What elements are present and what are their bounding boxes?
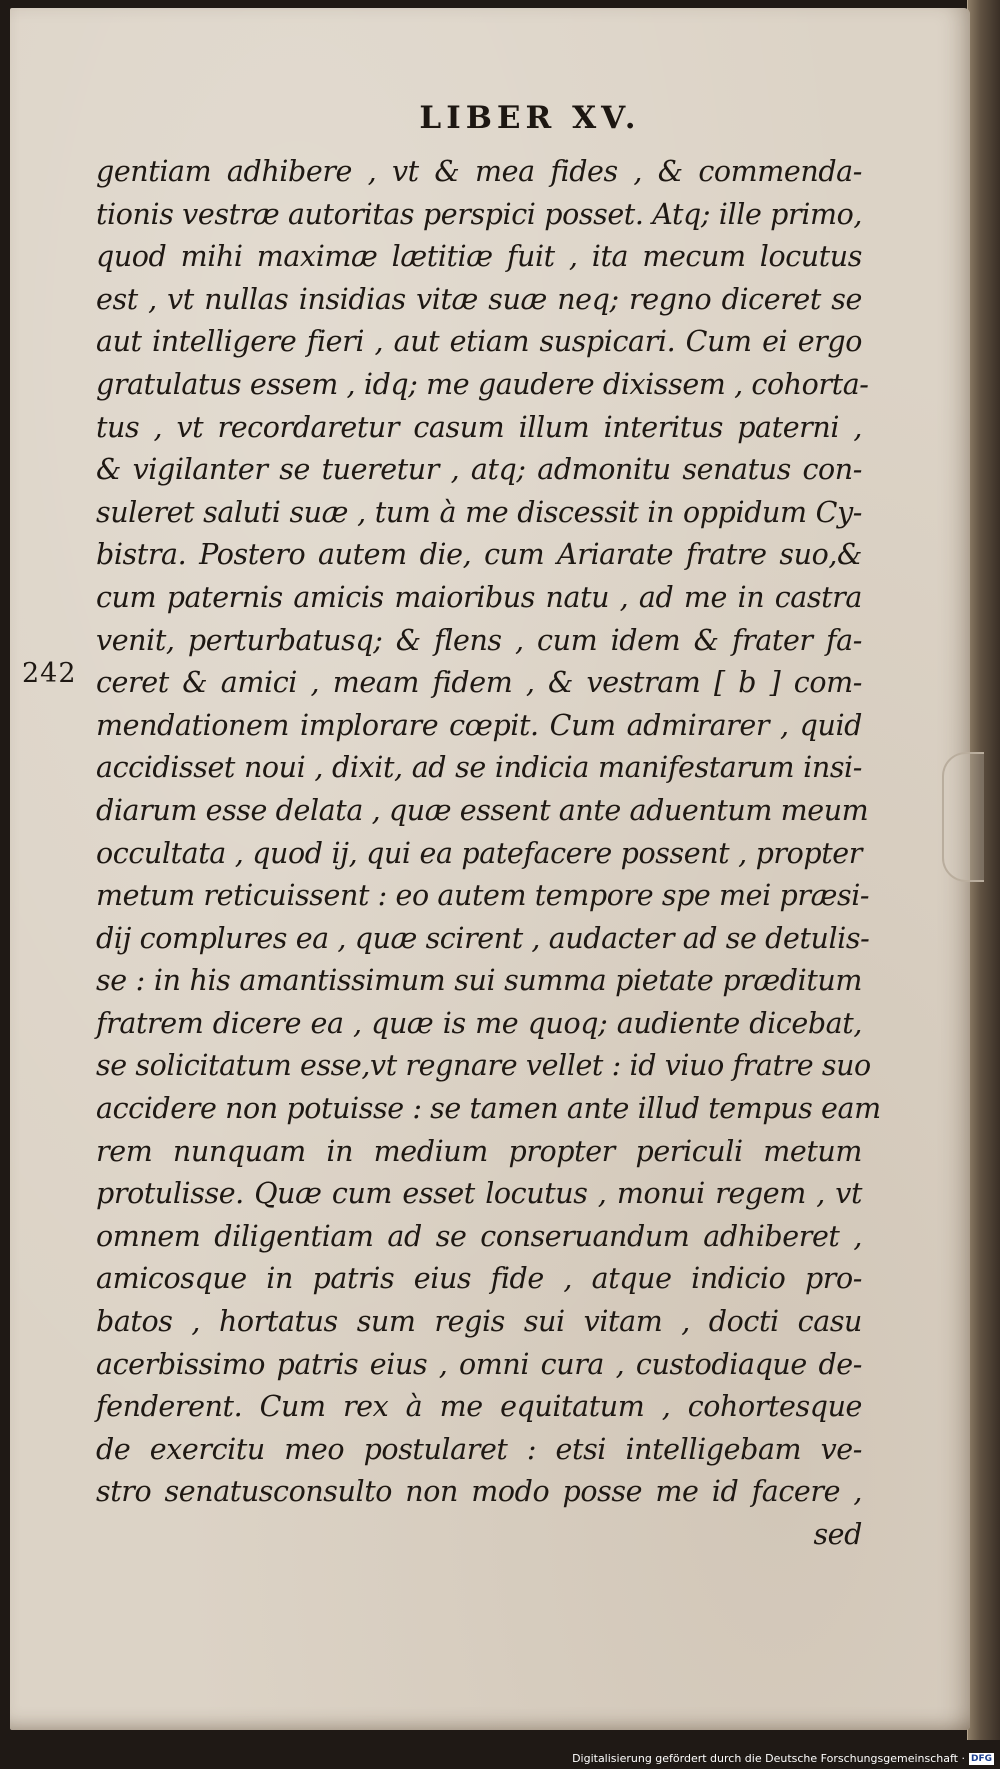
page-clip-tab bbox=[942, 752, 984, 882]
text-line: rem nunquam in medium propter periculi metum bbox=[96, 1134, 862, 1168]
text-line: batos , hortatus sum regis sui vitam , docti casu bbox=[96, 1305, 862, 1339]
text-line: ceret & amici , meam fidem , & vestram [ b ] com- bbox=[96, 666, 862, 700]
text-line: accidere non potuisse : se tamen ante illud tempus eam bbox=[96, 1092, 881, 1126]
text-line: venit, perturbatusq; & flens , cum idem & frater fa- bbox=[96, 623, 862, 657]
text-line: de exercitu meo postularet : etsi intelligebam ve- bbox=[96, 1432, 862, 1466]
running-title: LIBER XV. bbox=[419, 100, 641, 136]
text-line: est , vt nullas insidias vitæ suæ neq; regno diceret se bbox=[96, 282, 862, 316]
text-line: dij complures ea , quæ scirent , audacter ad se detulis- bbox=[96, 921, 870, 955]
text-line: suleret saluti suæ , tum à me discessit in oppidum Cy- bbox=[96, 495, 862, 529]
text-line: fenderent. Cum rex à me equitatum , cohortesque bbox=[96, 1390, 862, 1424]
text-line: acerbissimo patris eius , omni cura , custodiaque de- bbox=[96, 1347, 862, 1381]
text-line: occultata , quod ij, qui ea patefacere possent , propter bbox=[96, 836, 862, 870]
text-line: quod mihi maximæ lætitiæ fuit , ita mecum locutus bbox=[96, 240, 862, 274]
text-line: metum reticuissent : eo autem tempore spe mei præsi- bbox=[96, 879, 870, 913]
text-line: fratrem dicere ea , quæ is me quoq; audiente dicebat, bbox=[96, 1006, 862, 1040]
margin-page-number: 242 bbox=[22, 658, 77, 689]
text-line: tionis vestræ autoritas perspici posset. Atq; ille primo, bbox=[96, 197, 862, 231]
text-line: omnem diligentiam ad se conseruandum adhiberet , bbox=[96, 1219, 862, 1253]
funding-note: Digitalisierung gefördert durch die Deutsche Forschungsgemeinschaft · bbox=[572, 1752, 965, 1765]
text-line: stro senatusconsulto non modo posse me id facere , bbox=[96, 1475, 862, 1509]
book-page bbox=[10, 8, 970, 1730]
text-line: cum paternis amicis maioribus natu , ad me in castra bbox=[96, 580, 862, 614]
text-line: tus , vt recordaretur casum illum interitus paterni , bbox=[96, 410, 862, 444]
text-line: accidisset noui , dixit, ad se indicia manifestarum insi- bbox=[96, 751, 862, 785]
footer-credit bbox=[572, 1752, 994, 1765]
text-line: diarum esse delata , quæ essent ante aduentum meum bbox=[96, 793, 869, 827]
body-text bbox=[96, 151, 881, 1557]
text-line: se solicitatum esse,vt regnare vellet : id viuo fratre suo bbox=[96, 1049, 871, 1083]
text-line: mendationem implorare cœpit. Cum admirarer , quid bbox=[96, 708, 862, 742]
text-line: gratulatus essem , idq; me gaudere dixissem , cohorta- bbox=[96, 367, 869, 401]
text-line: gentiam adhibere , vt & mea fides , & commenda- bbox=[96, 155, 862, 188]
text-line: protulisse. Quæ cum esset locutus , monui regem , vt bbox=[96, 1177, 862, 1211]
text-line: se : in his amantissimum sui summa pietate præditum bbox=[96, 964, 862, 998]
text-line: & vigilanter se tueretur , atq; admonitu senatus con- bbox=[96, 453, 862, 487]
text-line: amicosque in patris eius fide , atque indicio pro- bbox=[96, 1262, 862, 1296]
catchword: sed bbox=[813, 1518, 862, 1551]
text-line: bistra. Postero autem die, cum Ariarate fratre suo,& bbox=[96, 538, 862, 572]
dfg-logo-icon: DFG bbox=[970, 1753, 992, 1764]
text-line: aut intelligere fieri , aut etiam suspicari. Cum ei ergo bbox=[96, 325, 862, 359]
